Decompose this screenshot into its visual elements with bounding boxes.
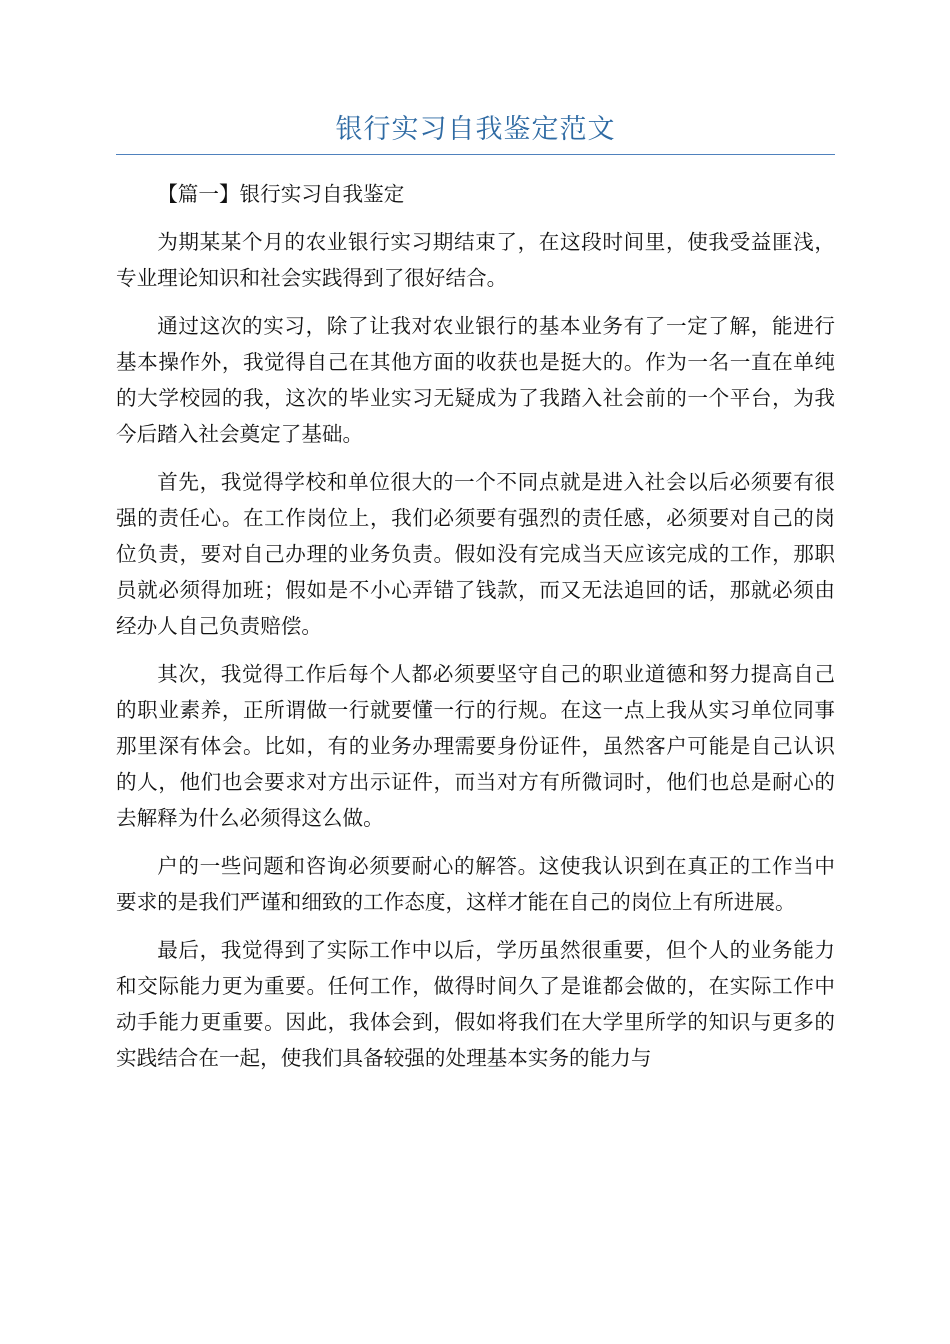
paragraph: 首先，我觉得学校和单位很大的一个不同点就是进入社会以后必须要有很强的责任心。在工作岗位上，我们必须要有强烈的责任感，必须要对自己的岗位负责，要对自己办理的业务负责。假如没有完成当天应该完成的工作，那职员就必须得加班；假如是不小心弄错了钱款，而又无法追回的话，那就必须由经办人自己负责赔偿。 <box>116 470 835 638</box>
paragraph: 其次，我觉得工作后每个人都必须要坚守自己的职业道德和努力提高自己的职业素养，正所谓做一行就要懂一行的行规。在这一点上我从实习单位同事那里深有体会。比如，有的业务办理需要身份证件，虽然客户可能是自己认识的人，他们也会要求对方出示证件，而当对方有所微词时，他们也总是耐心的去解释为什么必须得这么做。 <box>116 662 835 830</box>
paragraph: 户的一些问题和咨询必须要耐心的解答。这使我认识到在真正的工作当中要求的是我们严谨和细致的工作态度，这样才能在自己的岗位上有所进展。 <box>116 854 835 914</box>
section-heading: 【篇一】银行实习自我鉴定 <box>157 182 405 206</box>
title-underline <box>116 154 835 155</box>
document-body <box>116 176 835 1088</box>
paragraph: 通过这次的实习，除了让我对农业银行的基本业务有了一定了解，能进行基本操作外，我觉得自己在其他方面的收获也是挺大的。作为一名一直在单纯的大学校园的我，这次的毕业实习无疑成为了我踏入社会前的一个平台，为我今后踏入社会奠定了基础。 <box>116 314 835 446</box>
paragraph: 最后，我觉得到了实际工作中以后，学历虽然很重要，但个人的业务能力和交际能力更为重要。任何工作，做得时间久了是谁都会做的，在实际工作中动手能力更重要。因此，我体会到，假如将我们在大学里所学的知识与更多的实践结合在一起，使我们具备较强的处理基本实务的能力与 <box>116 938 835 1070</box>
document-title: 银行实习自我鉴定范文 <box>335 114 616 145</box>
paragraph: 为期某某个月的农业银行实习期结束了，在这段时间里，使我受益匪浅，专业理论知识和社会实践得到了很好结合。 <box>116 230 835 290</box>
